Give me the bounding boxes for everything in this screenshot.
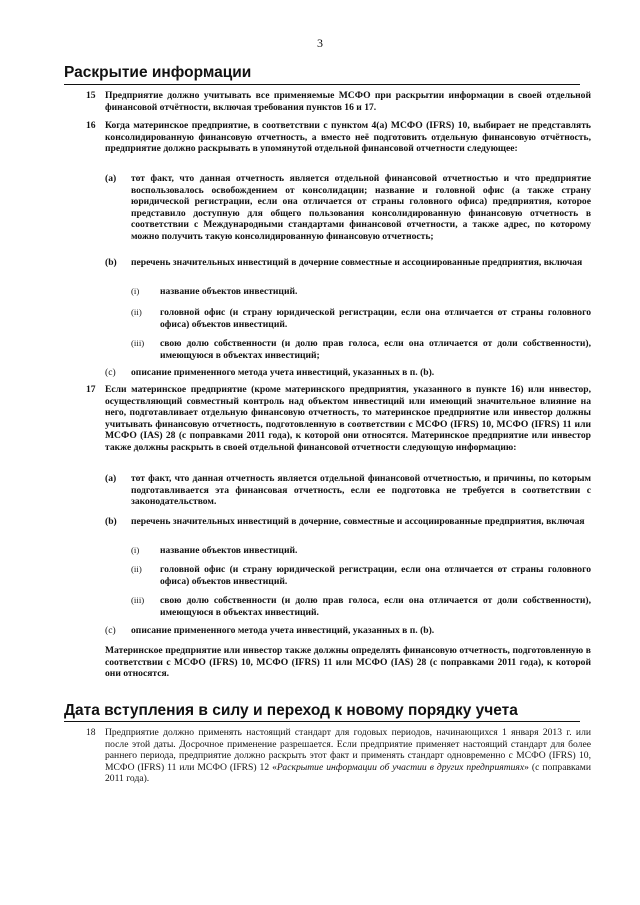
paragraph-number-17: 17: [86, 384, 96, 395]
paragraph-18-text-end: » (с поправками 2011 года).: [105, 761, 591, 785]
paragraph-18-italic-title: Раскрытие информации об участии в других предприятиях: [276, 761, 525, 773]
subitem-label-16b-i: (i): [131, 286, 140, 296]
paragraph-number-16: 16: [86, 120, 96, 131]
section-heading-disclosure: Раскрытие информации: [64, 64, 252, 81]
subitem-17b-ii: головной офис (и страну юридической регистрации, если она отличается от страны головного офиса) объектов инвестиций.: [160, 564, 591, 587]
item-17b: перечень значительных инвестиций в дочерние, совместные и ассоциированные предприятия, включая: [131, 516, 585, 527]
subitem-16b-ii: головной офис (и страну юридической регистрации, если она отличается от страны головного офиса) объектов инвестиций.: [160, 307, 591, 330]
paragraph-18: [105, 727, 591, 785]
subitem-label-17b-i: (i): [131, 545, 140, 555]
subitem-label-17b-iii: (iii): [131, 595, 145, 605]
heading-rule: [64, 84, 580, 85]
page-number: 3: [317, 36, 323, 50]
item-label-16b: (b): [105, 257, 117, 268]
subitem-16b-iii: свою долю собственности (и долю прав голоса, если она отличается от доли собственности), имеющуюся в объектах инвестиций;: [160, 338, 591, 361]
item-label-17b: (b): [105, 516, 117, 527]
subitem-label-16b-iii: (iii): [131, 338, 145, 348]
item-17c: описание примененного метода учета инвестиций, указанных в п. (b).: [131, 625, 435, 636]
section-heading-effective-date: Дата вступления в силу и переход к новому порядку учета: [64, 702, 518, 719]
paragraph-18-text: Предприятие должно применять настоящий стандарт для годовых периодов, начинающихся 1 января 2013 г. или после этой даты. Досрочное применение разрешается. Если предприятие применяет настоящий стандарт для более раннего периода, предприятие должно раскрыть этот факт и применять стандарт одновременно с МСФО (IFRS) 10, МСФО (IFRS) 11 или МСФО (IFRS) 12 «: [105, 727, 591, 773]
heading-rule: [64, 721, 580, 722]
item-label-17c: (c): [105, 625, 116, 636]
item-label-17a: (a): [105, 473, 117, 484]
subitem-label-17b-ii: (ii): [131, 564, 142, 574]
paragraph-16: Когда материнское предприятие, в соответствии с пунктом 4(а) МСФО (IFRS) 10, выбирает не представлять консолидированную финансовую отчетность, а вместо неё подготовить отдельную финансовую отчётность, предприятие должно раскрывать в упомянутой отдельной финансовой отчетности следующее:: [105, 120, 591, 155]
item-17a: тот факт, что данная отчетность является отдельной финансовой отчетностью, и причины, по которым подготавливается эта финансовая отчетность, если ее подготовка не требуется в соответствии с законодательством.: [131, 473, 591, 508]
paragraph-number-18: 18: [86, 727, 96, 738]
paragraph-number-15: 15: [86, 90, 96, 101]
item-16b: перечень значительных инвестиций в дочерние совместные и ассоциированные предприятия, включая: [131, 257, 583, 268]
subitem-16b-i: название объектов инвестиций.: [160, 286, 298, 297]
paragraph-17-closing: Материнское предприятие или инвестор также должны определять финансовую отчетность, подготовленную в соответствии с МСФО (IFRS) 10, МСФО (IFRS) 11 или МСФО (IAS) 28 (с поправками 2011 года), к которой они относятся.: [105, 645, 591, 680]
item-16a: тот факт, что данная отчетность является отдельной финансовой отчетностью и что предприятие воспользовалось освобождением от консолидации; название и головной офис (а также страну юридической регистрации, если она отличается от страны головного офиса) предприятия, которое представило доступную для общего пользования консолидированную финансовую отчетность в соответствии с Международными стандартами финансовой отчетности, а также адрес, по которому можно получить такую консолидированную финансовую отчетность;: [131, 173, 591, 242]
subitem-17b-i: название объектов инвестиций.: [160, 545, 298, 556]
item-16c: описание примененного метода учета инвестиций, указанных в п. (b).: [131, 367, 435, 378]
paragraph-17: Если материнское предприятие (кроме материнского предприятия, указанного в пункте 16) или инвестор, осуществляющий совместный контроль над объектом инвестиций или имеющий значительное влияние на него, подготавливает отдельную финансовую отчетность, то материнское предприятие или инвестор должны учитывать финансовую отчетность, подготовленную в соответствии с МСФО (IFRS) 10, МСФО (IFRS) 11 или МСФО (IAS) 28 (с поправками 2011 года), к которой они относятся. Материнское предприятие или инвестор также должны раскрыть в своей отдельной финансовой отчетности следующую информацию:: [105, 384, 591, 453]
subitem-label-16b-ii: (ii): [131, 307, 142, 317]
paragraph-15: Предприятие должно учитывать все применяемые МСФО при раскрытии информации в своей отдельной финансовой отчётности, включая требования пунктов 16 и 17.: [105, 90, 591, 113]
item-label-16a: (a): [105, 173, 117, 184]
subitem-17b-iii: свою долю собственности (и долю прав голоса, если она отличается от доли собственности), имеющуюся в объектах инвестиций.: [160, 595, 591, 618]
item-label-16c: (c): [105, 367, 116, 378]
